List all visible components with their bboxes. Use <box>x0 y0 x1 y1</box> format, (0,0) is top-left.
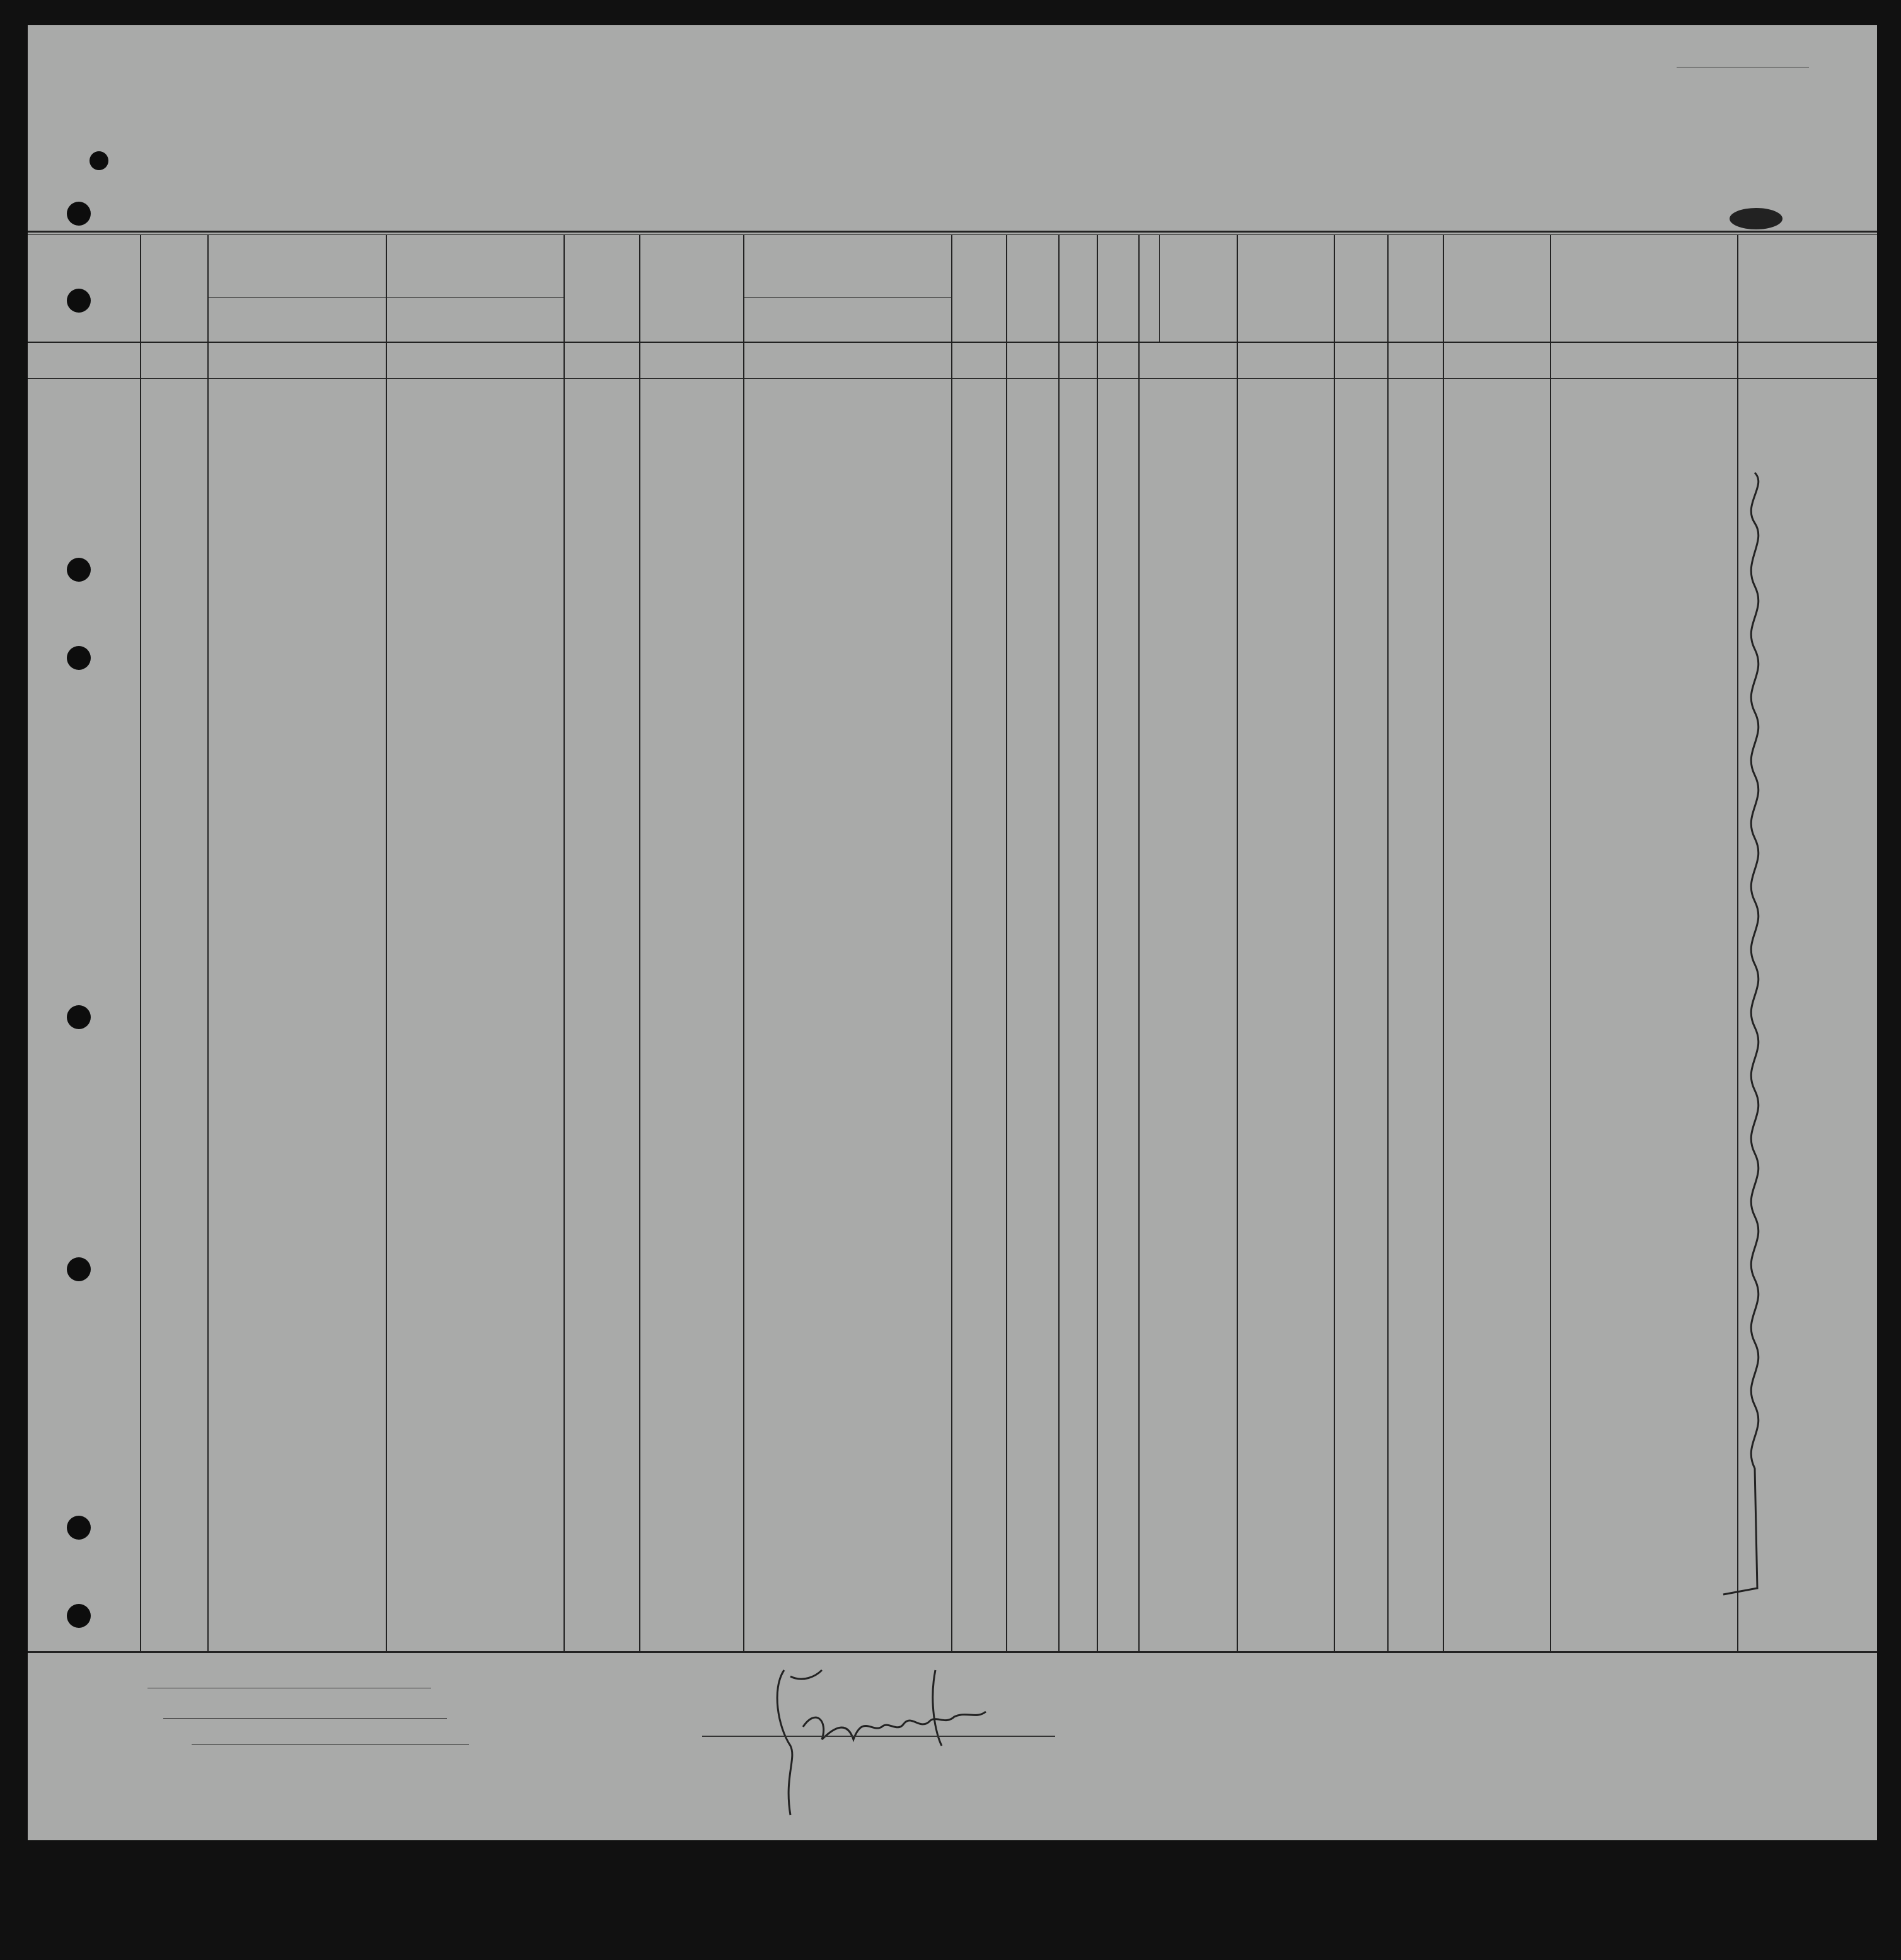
column-rule <box>207 234 209 1651</box>
manifest-sheet <box>28 25 1877 1840</box>
binder-hole <box>90 151 108 170</box>
binder-hole <box>67 202 91 226</box>
signature-line <box>702 1736 1055 1737</box>
ink-blot <box>1730 208 1783 229</box>
table-top-rule <box>28 234 1877 235</box>
column-rule <box>1097 234 1098 1651</box>
column-rule <box>1237 234 1238 1651</box>
column-rule <box>639 234 640 1651</box>
column-rule <box>1138 234 1140 1651</box>
shipped-sub-rule <box>743 297 951 298</box>
binder-hole <box>67 1604 91 1628</box>
binder-hole <box>67 558 91 582</box>
binder-hole <box>67 646 91 670</box>
column-rule <box>140 234 141 1651</box>
column-rule <box>1550 234 1551 1651</box>
binder-hole <box>67 1257 91 1281</box>
binder-hole <box>67 289 91 313</box>
table-top-rule <box>28 231 1877 233</box>
column-rule <box>386 234 387 1651</box>
owners-underline <box>163 1718 447 1719</box>
column-rule <box>1334 234 1335 1651</box>
binder-hole <box>67 1005 91 1029</box>
agents-underline <box>192 1744 469 1745</box>
inspector-ditto-line <box>1717 460 1793 1626</box>
column-rule <box>1006 234 1007 1651</box>
header-bottom-rule <box>28 342 1877 343</box>
inspector-signature <box>746 1651 1043 1840</box>
ledger-line <box>28 378 1877 379</box>
column-rule <box>1443 234 1444 1651</box>
column-rule <box>743 234 744 1651</box>
column-rule <box>1159 234 1160 342</box>
column-rule <box>951 234 952 1651</box>
column-rule <box>1387 234 1389 1651</box>
column-rule <box>563 234 565 1651</box>
name-sub-rule <box>207 297 563 298</box>
binder-hole <box>67 1516 91 1540</box>
column-rule <box>1058 234 1060 1651</box>
